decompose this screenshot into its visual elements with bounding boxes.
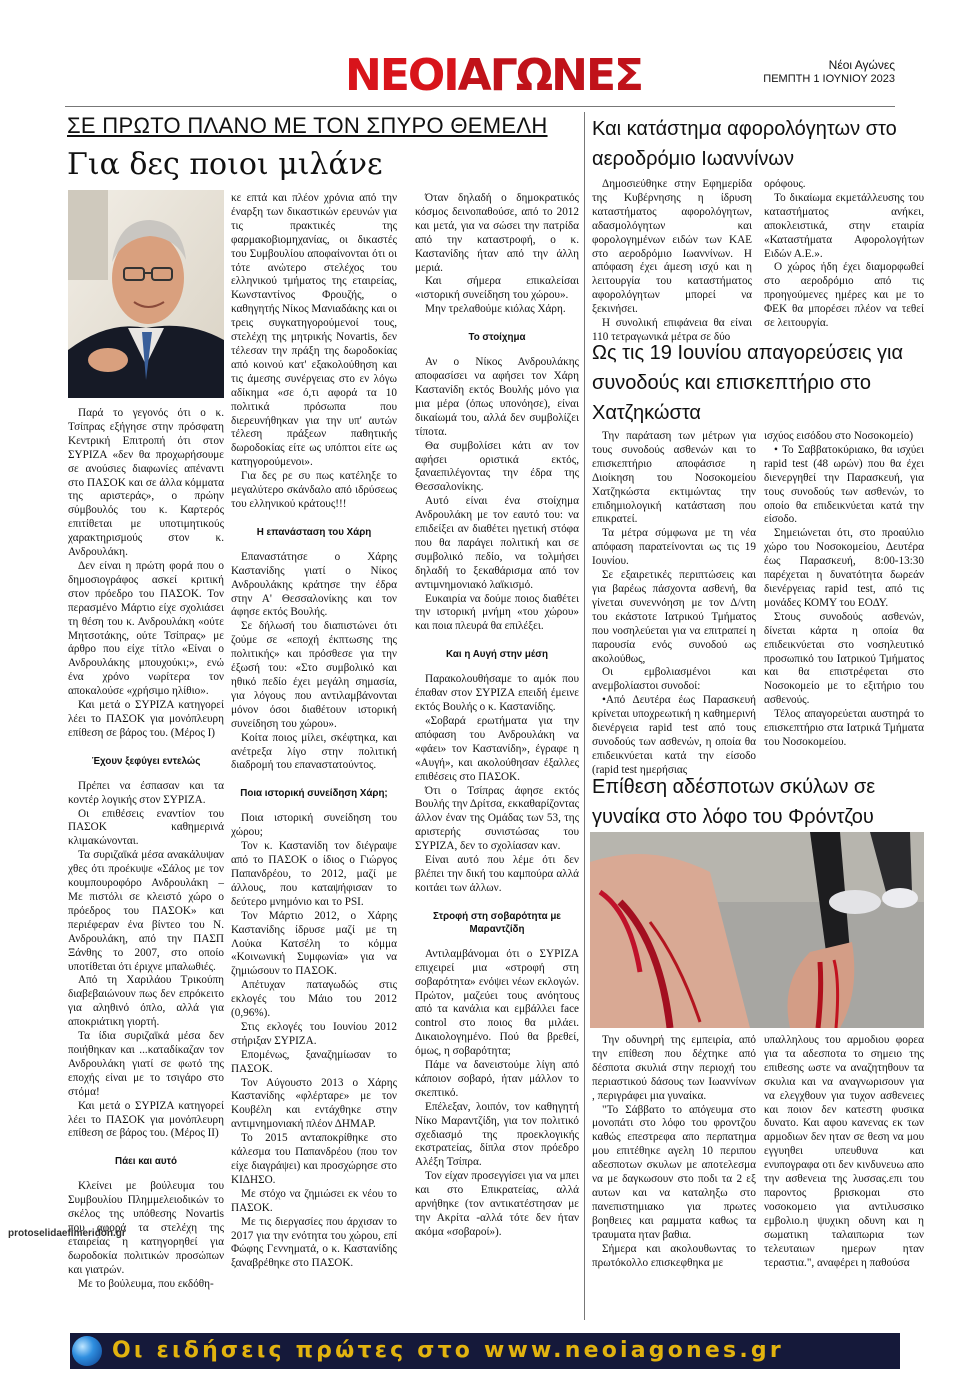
paragraph: Τον είχαν προσεγγίσει για να μπει και στο Επικρατείας, αλλά αρνήθηκε (τον αντικατέστησαν με την Ακρίτα -αλλά τότε δεν ήταν ακόμα «σοβαροί»). — [415, 1170, 579, 1238]
watermark: protoselidaefimeridon.gr — [8, 1228, 126, 1239]
article2-column-1 — [592, 178, 752, 345]
paragraph: • Το Σαββατοκύριακο, θα ισχύει rapid test (48 ωρών) που θα έχει διενεργηθεί την Παρασκευή, για τους συνοδούς των ασθενών, το οποίο θα επιδεικνύεται κατά την είσοδο. — [764, 443, 924, 526]
paragraph: Από τη Χαριλάου Τρικούπη διαβεβαιώνουν πως δεν επρόκειτο για αληθινό όπλο, αλλά για αποκριάτικη γιορτή. — [68, 974, 224, 1029]
paragraph: "Το Σάββατο το απόγευμα στο μονοπάτι στο λόφο του φροντζου καθώς επεστρεφα απο περπατημα μου επιτέθηκε αγελη 10 περιπου αδεσποτων σκυλων με αποτελεσμα να με δαγκωσουν στο ποδι τα 2 εξ αυτων και να καταληξω στο πανεπιστημιακο για πρωτες βοηθειες και ραμματα καθως τα τραυματα ηταν βαθια. — [592, 1103, 756, 1241]
paragraph: υπαλληλους του αρμοδιου φορεα για τα αδεσποτα το σημειο της επιθεσης ωστε να αναζητηθουν τα σκυλια και να αναγνωρισουν για να ελεγχθουν για τυχον ασθενειες και ποιον δεν κατεστη φυσικα δυνατο. Και αφου κανενας εκ των αρμοδιων δεν ηταν σε θεση να μου εγγυηθει υπευθυνα και ενυπογραφα οτι δεν κινδυνευω απο την ασθενεια της λυσσας.επι του παροντος βρισκομαι στο νοσοκομειο για αντιλυσσικο εμβολιο.η ψυχικη οδυνη και η σωματικη ταλαιπωρια των τελευταιων ημερων ηταν τεραστια.", αναφέρει η παθούσα — [764, 1034, 924, 1269]
subheading: Η επανάσταση του Χάρη — [256, 526, 372, 538]
article-headline: Για δες ποιοι μιλάνε — [67, 147, 383, 182]
article3-headline: Ως τις 19 Ιουνίου απαγορεύσεις για συνοδούς και επισκεπτήριο στο Χατζηκώστα — [592, 342, 904, 424]
article4-column-2 — [764, 1034, 924, 1270]
paragraph: Στις εκλογές του Ιουνίου 2012 στήριξαν ΣΥΡΙΖΑ. — [231, 1020, 397, 1047]
paragraph: Είναι αυτό που λέμε ότι δεν βλέπει την δική του καμπούρα αλλά κοιτάει των άλλων. — [415, 854, 579, 894]
paragraph: κε επτά και πλέον χρόνια από την έναρξη των δικαστικών ερευνών για τις πρακτικές της φαρμακοβιομηχανίας, οι δικαστές του Συμβουλίου αποφαίνονται ότι οι τότε ανώτερο στελέχος του ελληνικού τμήματος της εταιρείας, Κωνσταντίνος Φρουζής, ο καθηγητής Νίκος Μανιαδάκης και οι τρεις συγκατηγορούμενοί τους, στελέχη της μητρικής Novartis, δεν τέλεσαν την πράξη της δωροδοκίας από κοινού κατ' εξακολούθηση και τις άμεσης συνέργειας στο εν λόγω αδίκημα «σε ό,τι αφορά τα 10 πολιτικά πρόσωπα που διερευνήθηκαν για την υπ' αυτών τέλεση πράξεων παθητικής δωροδοκίας είτε ως υπόπτοι είτε ως κατηγορούμενοι». — [231, 192, 397, 469]
paragraph: Πάμε να δανειστούμε λίγη από κάποιον σοβαρό, ήταν μάλλον το σκεπτικό. — [415, 1059, 579, 1099]
paragraph: Παρά το γεγονός ότι ο κ. Τσίπρας εξήγησε στην πρόσφατη Κεντρική Επιτροπή ότι στον ΣΥΡΙΖΑ «δεν θα προχωρήσουμε σε ανούσιες διαφωνίες απέναντι στο ΠΑΣΟΚ και σε άλλα κόμματα της αριστεράς», ο πρώην σύμβουλός του κ. Καρτερός επιτίθεται με υποτιμητικούς χαρακτηρισμούς στον κ. Ανδρουλάκη. — [68, 407, 224, 559]
paragraph: Απέτυχαν παταγωδώς στις εκλογές του Μάιο του 2012 (0,96%). — [231, 979, 397, 1020]
paragraph: Δεν είναι η πρώτη φορά που ο δημοσιογράφος ασκεί κριτική στον πρόεδρο του ΠΑΣΟΚ. Τον περασμένο Μάρτιο είχε σχολιάσει τη θέση του κ. Ανδρουλάκη «ούτε Μητσοτάκης, ούτε Τσίπρας» με άρθρο που είχε τίτλο «Είναι ο Ανδρουλάκης μπουχούκι;», ενώ ένα χρόνο νωρίτερα τον αποκαλούσε «χρήσιμο ηλίθιο». — [68, 559, 224, 698]
article3-column-1 — [592, 430, 756, 778]
paragraph: Με στόχο να ζημιώσει εκ νέου το ΠΑΣΟΚ. — [231, 1187, 397, 1214]
article4-column-1 — [592, 1034, 756, 1270]
paragraph: Τα μέτρα σύμφωνα με τη νέα απόφαση παρατείνονται ως τις 19 Ιουνίου. — [592, 527, 756, 568]
paragraph: Κλείνει με βούλευμα του Συμβουλίου Πλημμελειοδικών το σκέλος της υπόθεσης Novartis που αφορά τα στελέχη της εταιρείας η κατηγορηθεί για δωροδοκία πολιτικών προσώπων και γιατρών. — [68, 1180, 224, 1276]
paragraph: Ποια ιστορική συνείδηση του χώρου; — [231, 812, 397, 839]
paragraph: Οι εμβολιασμένοι και ανεμβολίαστοι συνοδοί: — [592, 666, 756, 693]
paragraph: Και μετά ο ΣΥΡΙΖΑ κατηγορεί λέει το ΠΑΣΟΚ για μονόπλευρη επίθεση σε βάρος του. (Μέρος Ι) — [68, 699, 224, 739]
paragraph: Τα ίδια συριζαϊκά μέσα δεν ποιήθηκαν και ...καταδίκαζαν τον Ανδρουλάκη γιατί σε φωτό της εποχής είναι με το τσιγάρο στο στόμα! — [68, 1030, 224, 1098]
paragraph: Για δες ρε συ πως κατέληξε το μεγαλύτερο σκάνδαλο από ιδρύσεως του ελληνικού κράτους!!! — [231, 470, 397, 510]
paragraph: Την οδυνηρή της εμπειρία, από την επίθεση που δέχτηκε από δέσποτα σκυλιά στην περιοχή του περιαστικού δάσους των Ιωαννίνων , περιγράφει μια γυναίκα. — [592, 1034, 756, 1102]
paragraph: Τέλος απαγορεύεται αυστηρά το επισκεπτήριο στα Ιατρικά Τμήματα του Νοσοκομείου. — [764, 708, 924, 748]
paragraph: Τα συριζαϊκά μέσα ανακάλυψαν χθες ότι προέκυψε «Σάλος με τον κουμπουροφόρο Ανδρουλάκη – Με πιστόλι σε κλειστό χώρο ο πρόεδρος του ΠΑΣΟΚ» και περιέφεραν ένα βίντεο του Ν. Ανδρουλάκη, από την ΠΑΣΠ Ξάνθης το 2007, στο οποίο υποτίθεται ότι έριχνε μπαλωθιές. — [68, 849, 224, 973]
footer-slogan[interactable]: Οι ειδήσεις πρώτες στο www.neoiagones.gr — [112, 1338, 784, 1363]
paragraph: Τον κ. Καστανίδη τον διέγραψε από το ΠΑΣΟΚ ο ίδιος ο Γιώργος Παπανδρέου, το 2012, μαζί με άλλους, που καταψήφισαν το δεύτερο μνημόνιο και το PSI. — [231, 840, 397, 908]
subheading: Ποια ιστορική συνείδηση Χάρη; — [240, 788, 388, 800]
paragraph: Ο χώρος ήδη έχει διαμορφωθεί στο αεροδρόμιο από τις προηγούμενες ημέρες και με το ΦΕΚ θα μπορέσει πλέον να τεθεί σε λειτουργία. — [764, 261, 924, 330]
paragraph: Και σήμερα επικαλείσαι «ιστορική συνείδηση του χώρου». — [415, 275, 579, 302]
subheading: Πάει και αυτό — [115, 1156, 177, 1168]
paragraph: Πρέπει να έσπασαν και τα κοντέρ λογικής στον ΣΥΡΙΖΑ. — [68, 779, 224, 806]
paragraph: Οι επιθέσεις εναντίον του ΠΑΣΟΚ καθημερινά κλιμακώνονται. — [68, 807, 224, 848]
article1-column-3 — [415, 192, 579, 1240]
header-rule — [65, 106, 895, 107]
portrait-photo — [68, 190, 224, 398]
masthead-logo — [345, 50, 657, 101]
paragraph: Αν ο Νίκος Ανδρουλάκης αποφασίσει να αφήσει τον Χάρη Καστανίδη εκτός Βουλής μόνο για μια μέρα (όπως υπονόησε), είναι δικαίωμά του, αλλά δεν συμβολίζει τίποτα. — [415, 356, 579, 438]
paragraph: Επέλεξαν, λοιπόν, τον καθηγητή Νίκο Μαραντζίδη, για τον πολιτικό σχεδιασμό της προεκλογικής εκστρατείας, δίπλα στον πρόεδρο Αλέξη Τσίπρα. — [415, 1100, 579, 1169]
paragraph: Μην τρελαθούμε κιόλας Χάρη. — [425, 303, 566, 316]
paragraph: Η συνολική επιφάνεια θα είναι 110 τετραγωνικά μέτρα σε δύο — [592, 317, 752, 343]
masthead-part-b: ΑΓΩΝΕΣ — [457, 50, 643, 101]
paragraph: Την παράταση των μέτρων για τους συνοδούς ασθενών και το επισκεπτήριο αποφάσισε η Διοίκηση του Νοσοκομείου Χατζηκώστα εκτιμώντας την επιδημιολογική κατάσταση που επικρατεί. — [592, 430, 756, 526]
subheading: Έχουν ξεφύγει εντελώς — [91, 755, 201, 767]
article2-headline: Και κατάστημα αφορολόγητων στο αεροδρόμιο Ιωαννίνων — [592, 118, 897, 170]
paragraph: Το 2015 ανταποκρίθηκε στο κάλεσμα του Παπανδρέου (που τον είχε διαγράψει) και προσχώρησε στο ΚΙΔΗΣΟ. — [231, 1132, 397, 1186]
paragraph: Όταν δηλαδή ο δημοκρατικός κόσμος δεινοπαθούσε, από το 2012 και μετά, για να σώσει την πατρίδα από την καταστροφή, ο κ. Καστανίδης ήταν από την άλλη μεριά. — [415, 192, 579, 274]
paper-name: Νέοι Αγώνες — [828, 58, 895, 72]
article3-column-2 — [764, 430, 924, 750]
globe-icon — [72, 1336, 102, 1366]
paragraph: «Σοβαρά ερωτήματα για την απόφαση του Ανδρουλάκη να «φάει» τον Καστανίδη», έγραφε η «Αυγή», και ακολούθησαν έξαλλες επιθέσεις στο ΠΑΣΟΚ. — [415, 715, 579, 783]
subheading: Το στοίχημα — [468, 332, 526, 344]
paragraph: ορόφους. — [764, 178, 806, 190]
paragraph: Κοίτα ποιος μίλει, σκέφτηκα, και ανέτρεξα λίγο στην πολιτική διαδρομή του επαναστατούντος. — [231, 731, 397, 772]
paragraph: Στους συνοδούς ασθενών, δίνεται κάρτα η οποία θα επιδεικνύεται στο νοσηλευτικό προσωπικό του Ιατρικού Τμήματος και θα επιστρέφεται στο Νοσοκομείο με το εξιτήριο του ασθενούς. — [764, 610, 924, 707]
paragraph: Αυτό είναι ένα στοίχημα Ανδρουλάκη με τον εαυτό του: να επιδείξει αν διαθέτει ηγετική στόφα που θα παράγει πολιτική και σε συμβολικό πεδίο, να τολμήσει δηλαδή το ξεκαθάρισμα από τον αντιμνημονιακό λαϊκισμό. — [415, 495, 579, 591]
paragraph: Με το βούλευμα, που εκδόθη- — [78, 1277, 214, 1290]
paragraph: Ότι ο Τσίπρας άφησε εκτός Βουλής την Δρίτσα, εκκαθαρίζοντας άλλον έναν της Ομάδας των 53, της αριστερής συνιστώσας του ΣΥΡΙΖΑ, δεν το σχολίασαν καν. — [415, 784, 579, 853]
paragraph: Τον Αύγουστο 2013 ο Χάρης Καστανίδης «φλέρταρε» με τον Κουβέλη και εντάχθηκε στην αντιμνημονιακή πλέον ΔΗΜΑΡ. — [231, 1076, 397, 1131]
paragraph: Επομένως, ξαναζημίωσαν το ΠΑΣΟΚ. — [231, 1048, 397, 1075]
paragraph: Ευκαιρία να δούμε ποιος διαθέτει την ιστορική μνήμη «του χώρου» και ποια πλευρά θα επιλέξει. — [415, 592, 579, 633]
paragraph: Επαναστάτησε ο Χάρης Καστανίδης γιατί ο Νίκος Ανδρουλάκης κράτησε την έδρα στην Α' Θεσσαλονίκης και τον άφησε εκτός Βουλής. — [231, 550, 397, 619]
paragraph: ισχύος εισόδου στο Νοσοκομείο) — [764, 430, 914, 442]
paragraph: Σήμερα και ακολουθωντας το πρωτόκολλο επισκεφθηκα με — [592, 1242, 756, 1269]
masthead-part-a: ΝΕΟΙ — [345, 50, 458, 101]
issue-date: ΠΕΜΠΤΗ 1 ΙΟΥΝΙΟΥ 2023 — [763, 73, 895, 85]
article2-column-2 — [764, 178, 924, 331]
paragraph: Το δικαίωμα εκμετάλλευσης του καταστήματος ανήκει, αποκλειστικά, στην εταιρία «Καταστήματα Αφορολογήτων Ειδών Α.Ε.». — [764, 191, 924, 260]
paragraph: Δημοσιεύθηκε στην Εφημερίδα της Κυβέρνησης η ίδρυση καταστήματος αφορολόγητων, αδασμολόγητων και φορολογημένων ειδών των ΚΑΕ στο αεροδρόμιο Ιωαννίνων. Η απόφαση έχει άμεση ισχύ και η λειτουργία του καταστήματος αφορολόγητων μπορεί να ξεκινήσει. — [592, 178, 752, 316]
paragraph: Παρακολουθήσαμε το αμόκ που έπαθαν στον ΣΥΡΙΖΑ επειδή έμεινε εκτός Βουλής ο κ. Καστανίδης. — [415, 673, 579, 714]
injury-photo — [590, 832, 924, 1028]
paragraph: Θα συμβολίσει κάτι αν τον αφήσει οριστικά εκτός, ξαναεπιλέγοντας την έδρα της Θεσσαλονίκης. — [415, 439, 579, 494]
paragraph: Σημειώνεται ότι, στο προαύλιο χώρο του Νοσοκομείου, Δευτέρα έως Παρασκευή, 8:00-13:30 παρέχεται η δυνατότητα δωρεάν διενέργειας rapid test, από τις μονάδες ΚΟΜΥ του ΕΟΔΥ. — [764, 527, 924, 609]
paragraph: Σε δήλωσή του διαπιστώνει ότι ζούμε σε «εποχή έκπτωσης της πολιτικής» και πρόσθεσε για την έξωσή του: «Στο συμβολικό και ηθικό πεδίο έχει μεγάλη σημασία, για λόγους που αντιλαμβάνονται μόνον όσοι διαθέτουν ιστορική συνείδηση του χώρου». — [231, 620, 397, 730]
header-info — [763, 58, 895, 86]
article-kicker: ΣΕ ΠΡΩΤΟ ΠΛΑΝΟ ΜΕ ΤΟΝ ΣΠΥΡΟ ΘΕΜΕΛΗ — [67, 113, 548, 138]
paragraph: Και μετά ο ΣΥΡΙΖΑ κατηγορεί λέει το ΠΑΣΟΚ για μονόπλευρη επίθεση σε βάρος του. (Μέρος ΙΙ) — [68, 1099, 224, 1140]
paragraph: Τον Μάρτιο 2012, ο Χάρης Καστανίδης ίδρυσε μαζί με τη Λούκα Κατσέλη το κόμμα «Κοινωνική Συμφωνία» για να ζημιώσουν το ΠΑΣΟΚ. — [231, 909, 397, 978]
article4-headline: Επίθεση αδέσποτων σκύλων σε γυναίκα στο λόφο του Φρόντζου — [592, 776, 876, 828]
paragraph: •Από Δευτέρα έως Παρασκευή κρίνεται υποχρεωτική η καθημερινή διενέργεια rapid test από τους συνοδούς των ασθενών, η οποία θα επιδεικνύεται κατά την είσοδο (rapid test ημερήσιας — [592, 694, 756, 776]
paragraph: Σε εξαιρετικές περιπτώσεις και για βαρέως πάσχοντα ασθενή, θα γίνεται συνεννόηση με τον Δ/ντη του εκάστοτε Ιατρικού Τμήματος που νοσηλεύεται για να επιτραπεί η παρουσία ενός συνοδού ως ακολούθως, — [592, 569, 756, 665]
paragraph: Αντιλαμβάνομαι ότι ο ΣΥΡΙΖΑ επιχειρεί μια «στροφή στη σοβαρότητα» ενόψει νέων εκλογών. Πρώτον, μαζεύει τους ανόητους από τα κανάλια και εμβάλλει face control στο ποιος θα μιλάει. Δικαιολογημένο. Πού θα βρεθεί, όμως, η σοβαρότητα; — [415, 947, 579, 1058]
column-divider — [584, 112, 585, 1320]
article1-column-2 — [231, 192, 397, 1271]
subheading: Και η Αυγή στην μέση — [446, 649, 548, 661]
paragraph: Με τις διεργασίες που άρχισαν το 2017 για την ενότητα του χώρου, επί Φώφης Γεννηματά, ο κ. Καστανίδης ξαναβρέθηκε στο ΠΑΣΟΚ. — [231, 1215, 397, 1270]
article1-column-1 — [68, 407, 224, 1292]
subheading: Στροφή στη σοβαρότητα με Μαραντζίδη — [433, 910, 561, 935]
